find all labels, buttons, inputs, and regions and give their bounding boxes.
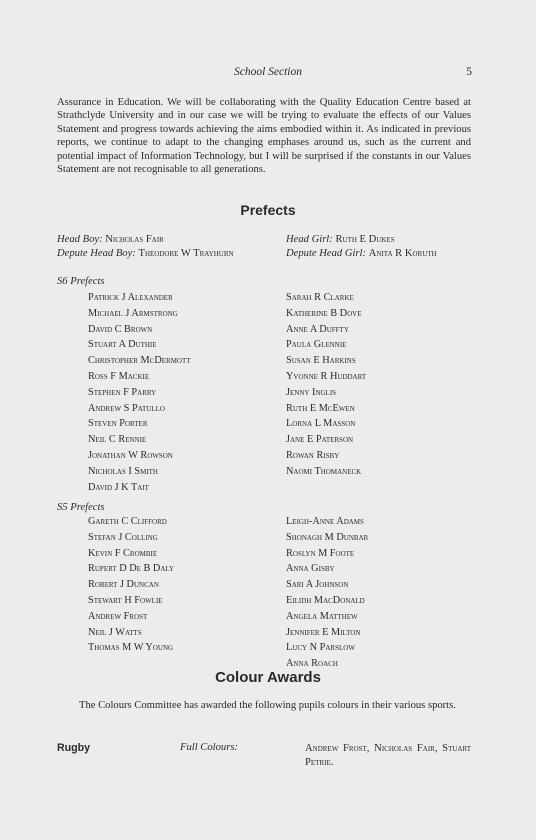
head-boy-label: Head Boy: — [57, 234, 103, 245]
prefect-name: Naomi Thomaneck — [286, 465, 362, 477]
prefect-name: Stephen F Parry — [88, 386, 157, 398]
prefect-name: Eilidh MacDonald — [286, 594, 365, 606]
prefect-name: Michael J Armstrong — [88, 307, 178, 319]
depute-head-girl-line — [286, 247, 437, 260]
rugby-sport-label: Rugby — [57, 742, 90, 754]
prefect-name: Leigh-Anne Adams — [286, 516, 364, 527]
prefect-name: Steven Porter — [88, 418, 148, 430]
prefect-name: Ross F Mackie — [88, 370, 150, 382]
prefect-name: Christopher McDermott — [88, 355, 191, 367]
prefect-name: Stefan J Colling — [88, 531, 158, 543]
head-boy-name: Nicholas Fair — [105, 234, 164, 245]
s5-right-list — [286, 514, 368, 672]
prefect-name: Angela Matthew — [286, 610, 358, 622]
prefect-name: Jennifer E Milton — [286, 626, 361, 638]
head-girl-name: Ruth E Dukes — [335, 234, 395, 245]
depute-head-boy-label: Depute Head Boy: — [57, 248, 136, 259]
prefect-name: Roslyn M Foote — [286, 547, 355, 559]
prefect-name: Rupert D De B Daly — [88, 563, 175, 575]
prefect-name: Anna Roach — [286, 658, 338, 670]
prefect-name: Yvonne R Huddart — [286, 370, 367, 382]
rugby-award-names: Andrew Frost, Nicholas Fair, Stuart Petrie. — [305, 743, 471, 768]
prefect-name: Rowan Risby — [286, 449, 340, 461]
prefect-name: Jane E Paterson — [286, 434, 354, 446]
s5-prefects-label: S5 Prefects — [57, 502, 105, 513]
prefect-name: Patrick J Alexander — [88, 292, 173, 303]
prefect-name: Katherine B Dove — [286, 307, 362, 319]
depute-head-girl-label: Depute Head Girl: — [286, 248, 367, 259]
prefect-name: Jonathan W Rowson — [88, 449, 173, 461]
rugby-award-type: Full Colours: — [180, 742, 238, 753]
prefect-name: Lucy N Parslow — [286, 642, 355, 654]
prefect-name: Andrew Frost — [88, 610, 148, 622]
prefect-name: David C Brown — [88, 323, 153, 335]
prefect-name: Robert J Duncan — [88, 579, 159, 591]
prefect-name: Jenny Inglis — [286, 386, 337, 398]
prefect-name: Anna Gisby — [286, 563, 335, 575]
prefect-name: Sari A Johnson — [286, 579, 349, 591]
s6-left-list — [88, 290, 191, 495]
prefect-name: Lorna L Masson — [286, 418, 356, 430]
prefect-name: Paula Glennie — [286, 339, 347, 351]
depute-head-boy-line — [57, 247, 234, 260]
prefects-heading: Prefects — [240, 202, 296, 218]
head-boy-line — [57, 233, 164, 246]
head-girl-label: Head Girl: — [286, 234, 333, 245]
prefect-name: Ruth E McEwen — [286, 402, 355, 414]
prefect-name: Kevin F Crombie — [88, 547, 158, 559]
running-header: School Section — [233, 66, 303, 78]
colour-awards-intro: The Colours Committee has awarded the following pupils colours in their various sports. — [79, 700, 456, 711]
prefect-name: Gareth C Clifford — [88, 516, 167, 527]
prefect-name: Sarah R Clarke — [286, 292, 354, 303]
prefect-name: Anne A Duffty — [286, 323, 349, 335]
s6-right-list — [286, 290, 366, 480]
s6-prefects-label: S6 Prefects — [57, 276, 105, 287]
prefect-name: Neil J Watts — [88, 626, 142, 638]
colour-awards-heading: Colour Awards — [215, 669, 321, 686]
prefect-name: Susan E Harkins — [286, 355, 356, 367]
depute-head-girl-name: Anita R Koruth — [368, 248, 437, 259]
prefect-name: Shonagh M Dunbar — [286, 531, 369, 543]
depute-head-boy-name: Theodore W Trayhurn — [138, 248, 234, 259]
prefect-name: David J K Tait — [88, 481, 149, 493]
prefect-name: Stewart H Fowlie — [88, 594, 163, 606]
prefect-name: Stuart A Duthie — [88, 339, 157, 351]
head-girl-line — [286, 233, 395, 246]
intro-paragraph: Assurance in Education. We will be collaborating with the Quality Education Centre based at Strathclyde University and in our case we will be trying to evaluate the effects of our Values Statement and progress towards achieving the aims embodied within it. As indicated in previous reports, we continue to adapt to the changing emphases around us, such as the current and potential impact of Information Technology, but I will be surprised if the constants in our Values Statement are not recognisable to all generations. — [57, 97, 471, 176]
prefect-name: Thomas M W Young — [88, 642, 174, 654]
page-number: 5 — [466, 66, 472, 78]
prefect-name: Andrew S Patullo — [88, 402, 165, 414]
prefect-name: Neil C Rennie — [88, 434, 147, 446]
prefect-name: Nicholas I Smith — [88, 465, 158, 477]
s5-left-list — [88, 514, 174, 656]
